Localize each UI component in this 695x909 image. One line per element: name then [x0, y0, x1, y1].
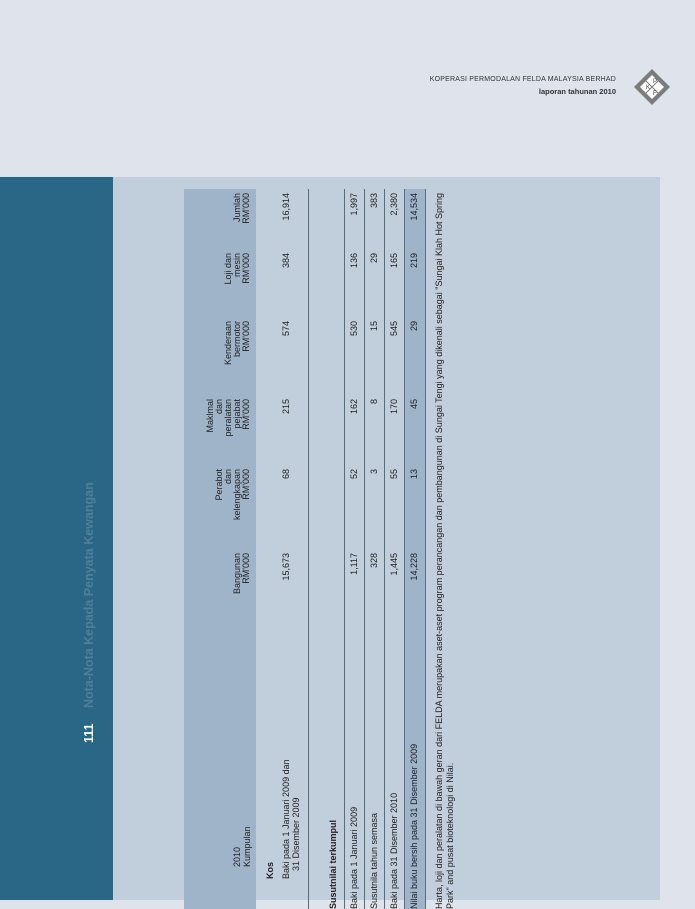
report-title: laporan tahunan 2010 — [538, 87, 616, 96]
table-cell: 15,673 — [281, 553, 291, 581]
table-divider — [308, 189, 309, 909]
table-divider — [404, 189, 405, 909]
row-label: Baki pada 1 Januari 2009 — [349, 806, 359, 909]
row-label: Susutnila tahun semasa — [369, 812, 379, 909]
section-susutnilai: Susutnilai terkumpul — [328, 819, 338, 909]
table-cell: 136 — [349, 253, 359, 269]
col-header-bangunan: Bangunan RM'000 — [232, 553, 251, 595]
table-divider — [344, 189, 345, 909]
kos-row-label-1: Baki pada 1 Januari 2009 dan — [281, 759, 291, 879]
table-divider — [384, 189, 385, 909]
table-cell: 165 — [389, 253, 399, 269]
table-cell: 3 — [369, 469, 379, 475]
table-cell: 170 — [389, 399, 399, 415]
table-cell: 162 — [349, 399, 359, 415]
table-cell: 45 — [409, 399, 419, 410]
table-divider — [425, 189, 426, 909]
table-cell: 384 — [281, 253, 291, 269]
table-year: 2010 — [232, 846, 242, 867]
col-header-kenderaan: Kenderaan bermotor RM'000 — [223, 321, 251, 366]
table-cell: 383 — [369, 193, 379, 209]
table-cell: 52 — [349, 469, 359, 480]
table-cell: 545 — [389, 321, 399, 337]
col-header-maklmal: Maklmal dan peralatan pejabat RM'000 — [205, 399, 251, 437]
page-number: 111 — [82, 723, 96, 743]
sidebar-heading — [82, 482, 96, 743]
section-kos: Kos — [265, 861, 275, 879]
table-cell: 15 — [369, 321, 379, 332]
col-header-loji: Loji dan mesin RM'000 — [223, 253, 251, 285]
table-cell: 68 — [281, 469, 291, 480]
org-name: KOPERASI PERMODALAN FELDA MALAYSIA BERHAD — [429, 76, 616, 83]
table-cell: 328 — [369, 553, 379, 569]
table-cell: 29 — [369, 253, 379, 264]
sidebar-band — [0, 177, 113, 900]
table-cell: 16,914 — [281, 193, 291, 221]
ppe-table — [184, 189, 454, 909]
total-row-label: Nilai buku bersih pada 31 Disember 2009 — [409, 743, 419, 909]
table-cell: 219 — [409, 253, 419, 269]
svg-text:F: F — [653, 91, 657, 97]
svg-text:P: P — [653, 79, 658, 85]
col-header-perabot: Perabot dan kelengkapan RM'000 — [214, 469, 251, 521]
table-cell: 14,534 — [409, 193, 419, 221]
table-cell: 574 — [281, 321, 291, 337]
kos-row-label-2: 31 Disember 2009 — [291, 797, 301, 871]
table-cell: 1,997 — [349, 193, 359, 216]
table-cell: 530 — [349, 321, 359, 337]
kpf-logo-icon — [633, 68, 671, 106]
section-title: Nota-Nota Kepada Penyata Kewangan — [82, 482, 96, 709]
table-divider — [364, 189, 365, 909]
col-header-jumlah: Jumlah RM'000 — [232, 193, 251, 224]
table-cell: 29 — [409, 321, 419, 332]
footnote: Harta, loji dan peralatan di bawah geran dari FELDA merupakan aset-aset program perancangan dan pembangunan di Sungai Tengi yang dikenali sebagai "Sungai Klah Hot Spring Park" and pusat bioteknologi di Nilai. — [434, 192, 455, 909]
table-cell: 1,445 — [389, 553, 399, 576]
table-cell: 215 — [281, 399, 291, 415]
table-group: Kumpulan — [242, 826, 252, 867]
table-cell: 14,228 — [409, 553, 419, 581]
svg-text:K: K — [646, 85, 651, 91]
table-cell: 55 — [389, 469, 399, 480]
table-cell: 2,380 — [389, 193, 399, 216]
table-cell: 8 — [369, 399, 379, 405]
report-header — [430, 74, 616, 98]
table-cell: 13 — [409, 469, 419, 480]
table-cell: 1,117 — [349, 553, 359, 575]
row-label: Baki pada 31 Disember 2010 — [389, 792, 399, 909]
